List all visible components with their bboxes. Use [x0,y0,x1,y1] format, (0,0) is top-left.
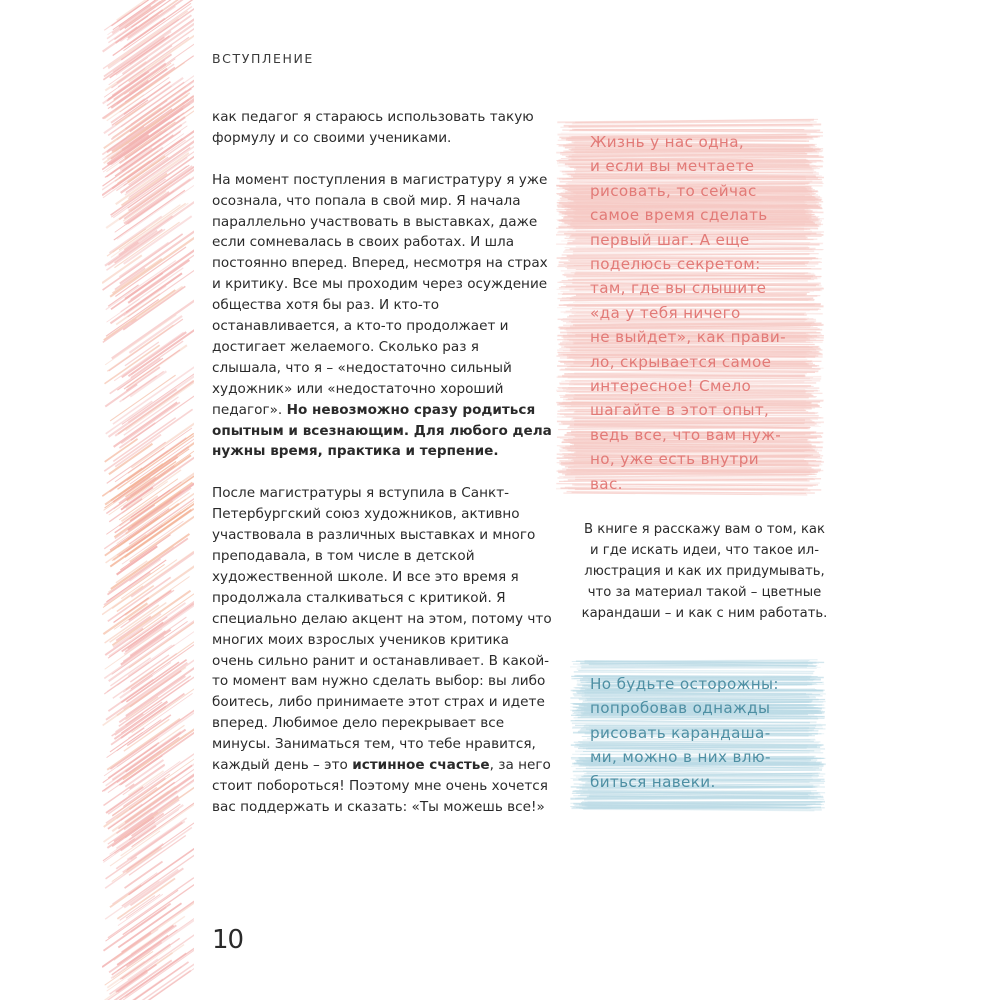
paragraph-3-bold: истинное счастье [352,757,490,774]
quote-red-line: там, где вы слышите [590,279,767,298]
page-number: 10 [212,925,244,955]
paragraph-3 [212,483,552,818]
paragraph-2-bold: Но невозможно сразу родиться опытным и всезнающим. Для любого дела нужны время, практика и терпение. [212,401,552,460]
pencil-texture-strip [102,0,194,1000]
main-text-column [212,107,552,839]
paragraph-1: как педагог я стараюсь использовать такую формулу и со своими учениками. [212,109,534,146]
side-paragraph-line: В книге я расскажу вам о том, как [584,522,825,537]
section-title: ВСТУПЛЕНИЕ [212,51,314,66]
quote-red-line: самое время сделать [590,206,768,225]
quote-red-line: шагайте в этот опыт, [590,401,770,420]
quote-blue [590,672,825,794]
quote-red-line: рисовать, то сейчас [590,181,757,200]
quote-red-line: ведь все, что вам нуж- [590,425,782,444]
quote-red [590,130,825,496]
quote-blue-line: рисовать карандаша- [590,723,771,742]
quote-red-line: интересное! Смело [590,377,752,396]
paragraph-2 [212,170,552,463]
quote-red-line: вас. [590,474,623,493]
paragraph-3-text: После магистратуры я вступила в Санкт-Петербургский союз художников, активно участвовала в различных выставках и много преподавала, в том числе в детской художественной школе. И все это время я продолжала сталкиваться с критикой. Я специально делаю акцент на этом, потому что многих моих взрослых учеников критика очень сильно ранит и останавливает. В какой-то момент вам нужно сделать выбор: вы либо боитесь, либо принимаете этот страх и идете вперед. Любимое дело перекрывает все минусы. Заниматься тем, что тебе нравится, каждый день – это [212,485,552,774]
side-paragraph-line: что за материал такой – цветные [587,584,822,600]
paragraph-2-text: На момент поступления в магистратуру я уже осознала, что попала в свой мир. Я начала параллельно участвовать в выставках, даже если сомневалась в своих работах. И шла постоянно вперед. Вперед, несмотря на страх и критику. Все мы проходим через осуждение общества хотя бы раз. И кто-то останавливается, а кто-то продолжает и достигает желаемого. Сколько раз я слышала, что я – «недостаточно сильный художник» или «недостаточно хороший педагог». [212,171,548,418]
side-paragraph [577,520,832,625]
quote-red-line: ло, скрывается самое [590,352,772,371]
page-margin [0,0,102,1000]
quote-red-line: первый шаг. А еще [590,230,750,249]
quote-blue-line: биться навеки. [590,772,716,791]
side-paragraph-line: карандаши – и как с ним работать. [581,605,828,621]
quote-red-line: и если вы мечтаете [590,157,755,176]
quote-red-line: поделюсь секретом: [590,255,761,274]
quote-blue-line: Но будьте осторожны: [590,675,779,693]
quote-red-line: не выйдет», как прави- [590,328,786,347]
side-paragraph-line: люстрация и как их придумывать, [584,563,825,579]
quote-blue-line: ми, можно в них влю- [590,748,771,767]
side-paragraph-line: и где искать идеи, что такое ил- [590,542,819,558]
quote-red-line: но, уже есть внутри [590,450,759,469]
quote-blue-line: попробовав однажды [590,699,771,718]
quote-red-line: Жизнь у нас одна, [590,133,745,151]
quote-red-line: «да у тебя ничего [590,303,741,322]
paragraph-3-end: , за него стоит побороться! Поэтому мне очень хочется вас поддержать и сказать: «Ты можешь все!» [212,757,551,815]
